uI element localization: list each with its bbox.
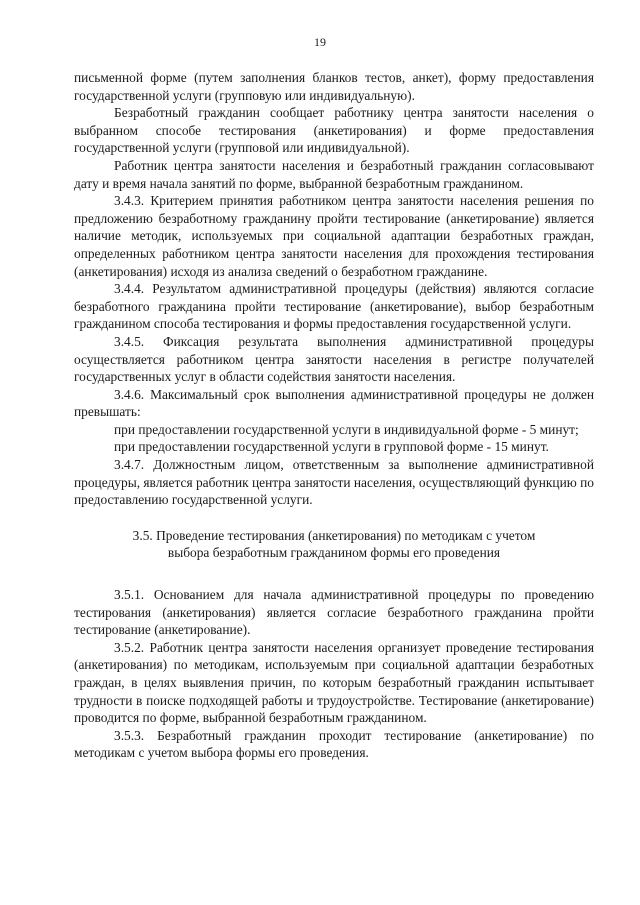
paragraph: 3.4.4. Результатом административной процедуры (действия) являются согласие безработного гражданина пройти тестирование (анкетирование), выбор безработным гражданином способа тестирования и формы предоставления государственной услуги. (74, 281, 594, 332)
paragraph: 3.5.1. Основанием для начала административной процедуры по проведению тестирования (анкетирования) является согласие безработного гражданина пройти тестирование (анкетирование). (74, 587, 594, 638)
section-heading-line: выбора безработным гражданином формы его проведения (167, 545, 501, 561)
paragraph: 3.4.6. Максимальный срок выполнения административной процедуры не должен превышать: (74, 386, 594, 420)
paragraph: при предоставлении государственной услуги в индивидуальной форме - 5 минут; (114, 421, 579, 437)
paragraph: 3.4.7. Должностным лицом, ответственным за выполнение административной процедуры, является работник центра занятости населения, осуществляющий функцию по предоставлению государственной услуги. (74, 457, 594, 508)
paragraph: Работник центра занятости населения и безработный гражданин согласовывают дату и время начала занятий по форме, выбранной безработным гражданином. (74, 157, 594, 191)
paragraph: Безработный гражданин сообщает работнику центра занятости населения о выбранном способе тестирования (анкетирования) и форме предоставления государственной услуги (групповой или индивидуальной). (74, 105, 594, 156)
document-body (74, 69, 594, 762)
paragraph: 3.5.3. Безработный гражданин проходит тестирование (анкетирование) по методикам с учетом выбора формы его проведения. (74, 727, 594, 761)
section-heading-line: 3.5. Проведение тестирования (анкетирования) по методикам с учетом (132, 527, 536, 543)
paragraph: 3.4.5. Фиксация результата выполнения административной процедуры осуществляется работником центра занятости населения в регистре получателей государственных услуг в области содействия занятости населения. (74, 333, 594, 385)
paragraph: 3.5.2. Работник центра занятости населения организует проведение тестирования (анкетирования) по методикам, используемым при социальной адаптации безработных граждан, в целях выявления причин, по которым безработный гражданин испытывает трудности в поиске подходящей работы и трудоустройстве. Тестирование (анкетирование) проводится по форме, выбранной безработным гражданином. (74, 639, 594, 726)
paragraph: при предоставлении государственной услуги в групповой форме - 15 минут. (114, 439, 549, 455)
paragraph: письменной форме (путем заполнения бланков тестов, анкет), форму предоставления государственной услуги (групповую или индивидуальную). (74, 70, 594, 103)
paragraph: 3.4.3. Критерием принятия работником центра занятости населения решения по предложению безработному гражданину пройти тестирование (анкетирование) является наличие методик, используемых при социальной адаптации безработных граждан, определенных работником центра занятости населения для прохождения тестирования (анкетирования) исходя из анализа сведений о безработном гражданине. (74, 193, 594, 279)
paragraphs-before-heading (74, 69, 594, 509)
paragraphs-after-heading (74, 586, 594, 762)
page-number: 19 (314, 35, 326, 49)
section-heading (74, 527, 594, 562)
